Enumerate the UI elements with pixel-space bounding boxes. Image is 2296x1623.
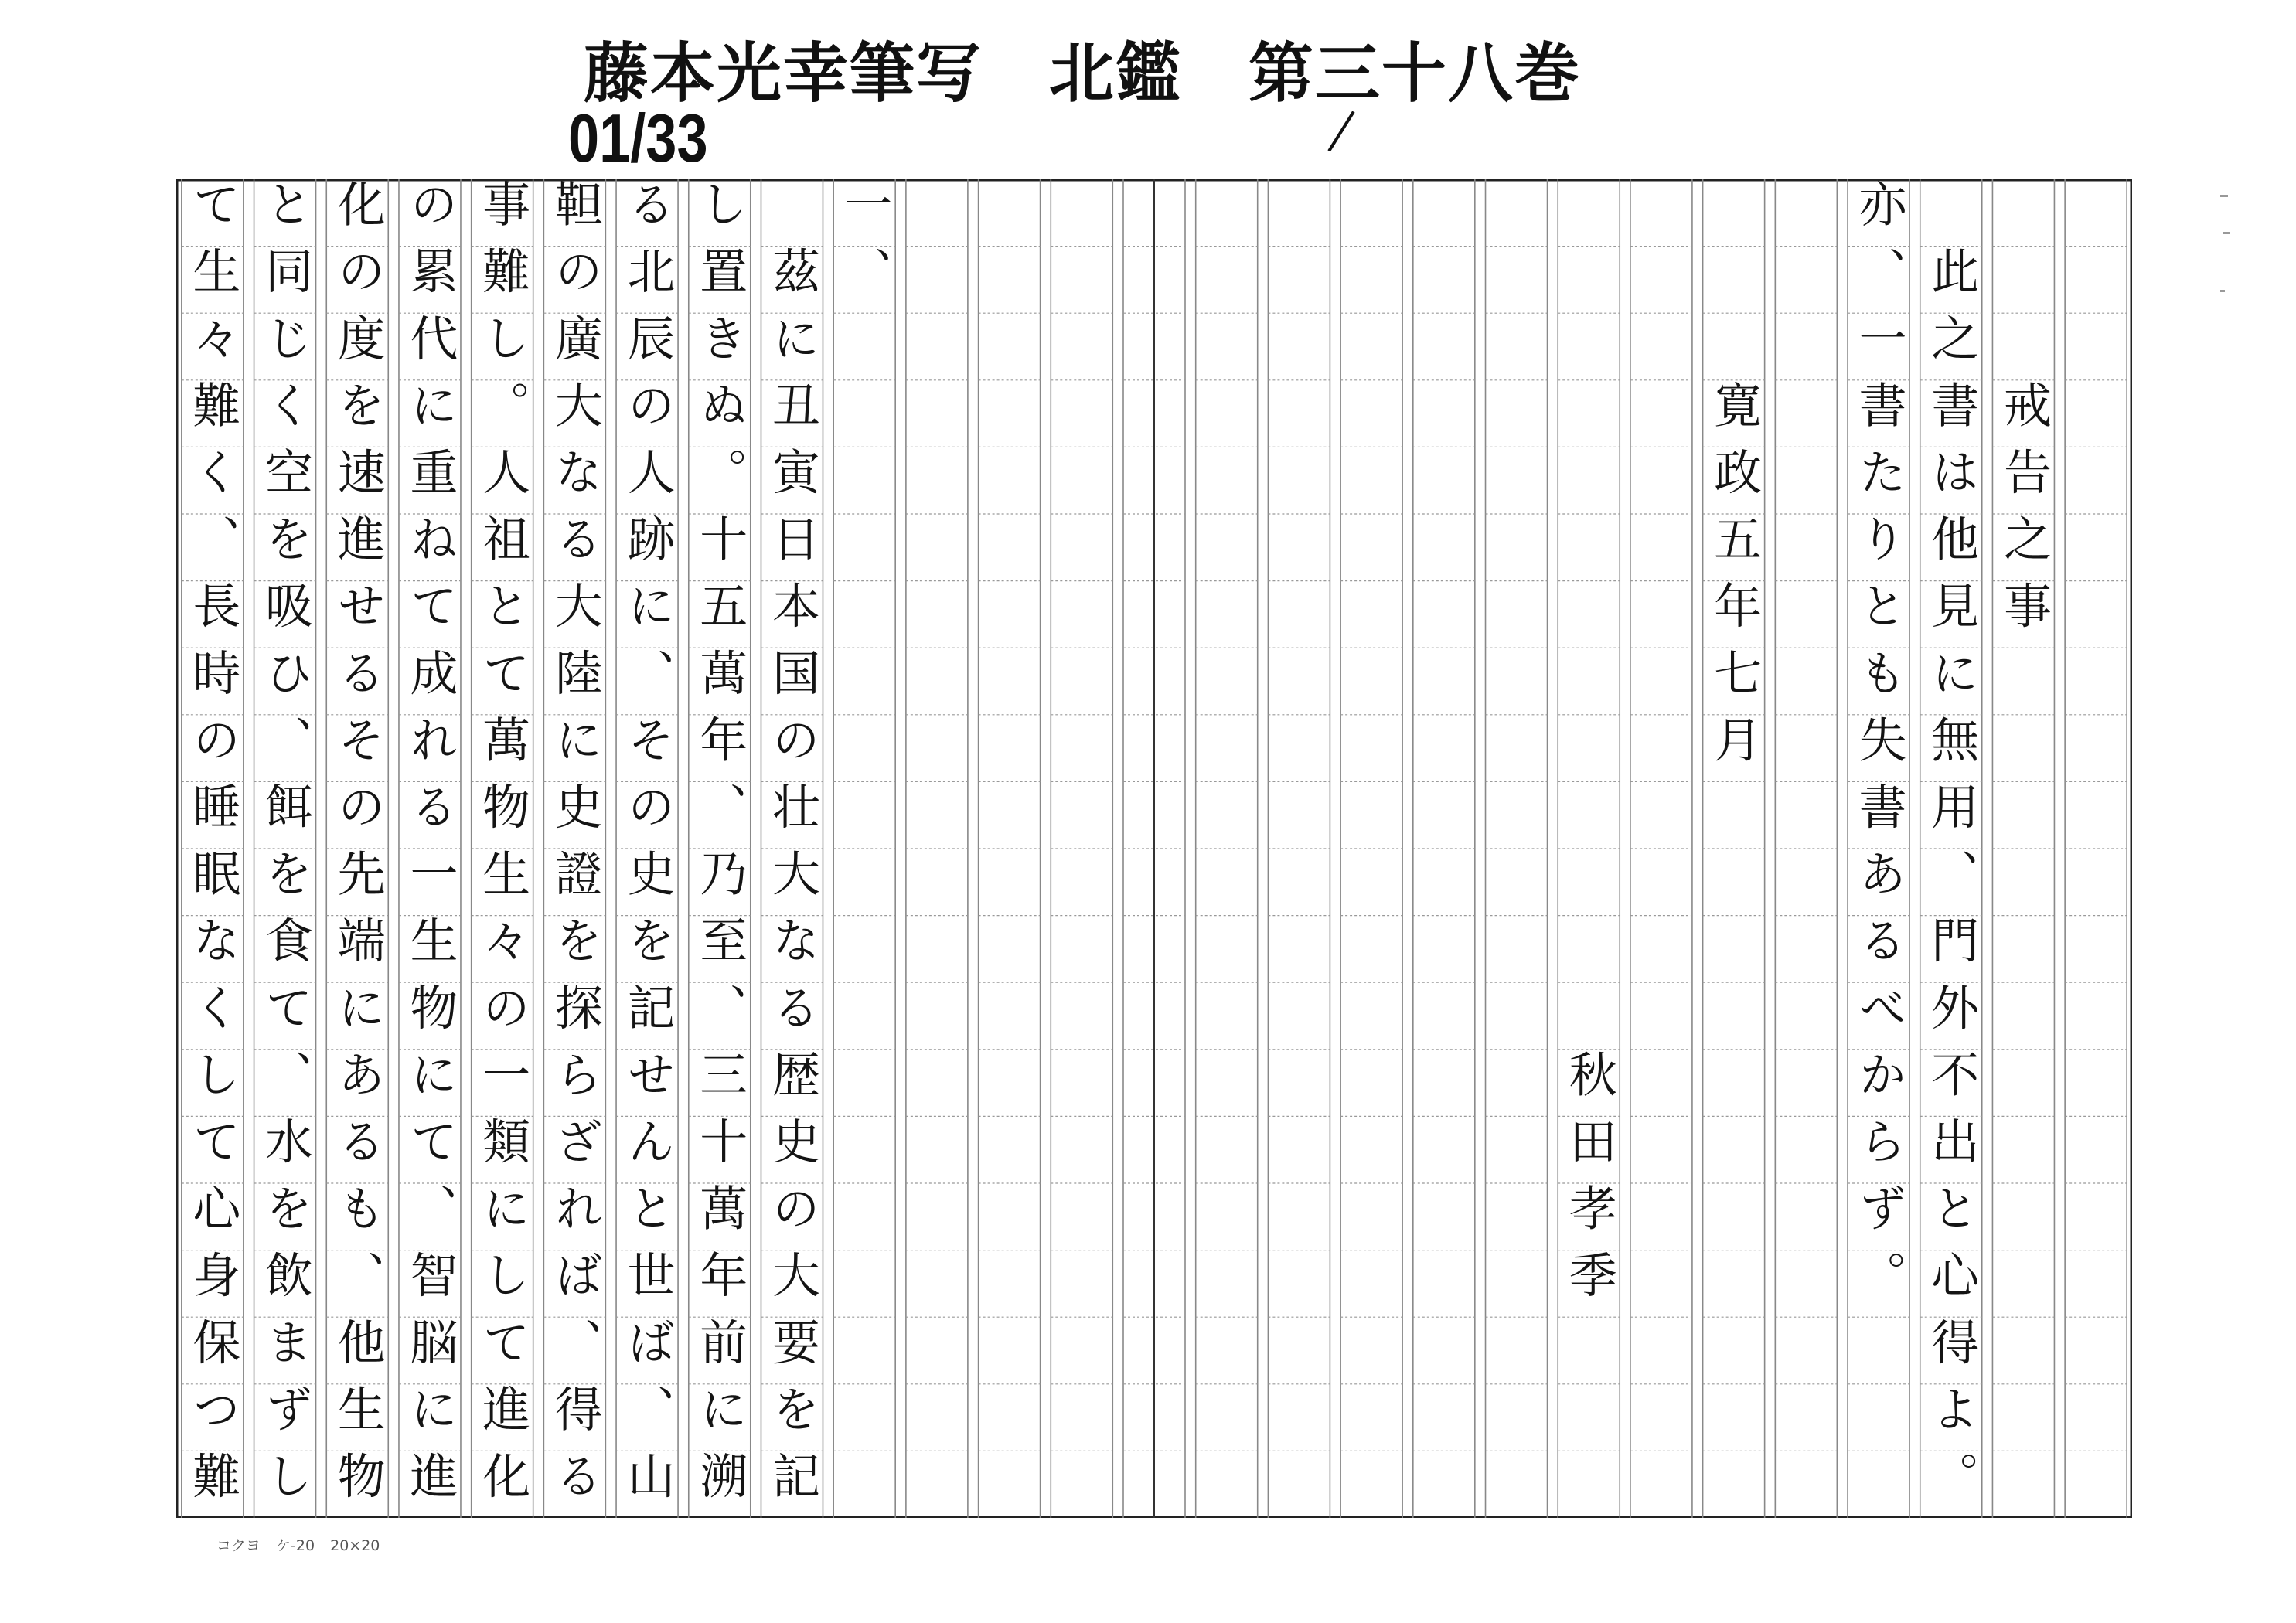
- manuscript-column: し置きぬ。十五萬年、乃至、三十萬年前に溯: [691, 179, 748, 1518]
- manuscript-grid: [176, 179, 2132, 1518]
- manuscript-column: る北辰の人跡に、その史を記せんと世ば、山: [619, 179, 676, 1518]
- document-title: 藤本光幸筆写 北鑑 第三十八巻: [584, 36, 1582, 111]
- grid-column: [1413, 179, 1475, 1518]
- grid-column: [1486, 179, 1548, 1518]
- paper-brand-label: コクヨ ケ-20 20×20: [216, 1537, 380, 1554]
- grid-column: [1340, 179, 1402, 1518]
- manuscript-column: の累代に重ねて成れる一生物にて、智脳に進: [401, 179, 458, 1518]
- grid-column: [1051, 179, 1112, 1518]
- manuscript-column: 靼の廣大なる大陸に史證を探らざれば、得る: [547, 179, 604, 1518]
- page-number: 01/33: [568, 100, 708, 176]
- grid-column: [1630, 179, 1692, 1518]
- grid-column: [1196, 179, 1258, 1518]
- manuscript-column: 事難し。人祖とて萬物生々の一類にして進化: [474, 179, 531, 1518]
- grid-column: [1775, 179, 1837, 1518]
- manuscript-column: 亦、一書たりとも失書あるべからず。: [1851, 179, 1908, 1318]
- manuscript-column: て生々難く、長時の睡眠なくして心身保つ難: [184, 179, 241, 1518]
- manuscript-column: 此之書は他見に無用、門外不出と心得よ。: [1923, 179, 1980, 1518]
- scan-speck: [2220, 290, 2225, 292]
- manuscript-column: 秋田孝季: [1561, 179, 1618, 1318]
- grid-column: [2065, 179, 2127, 1518]
- grid-column: [979, 179, 1041, 1518]
- grid-column: [833, 179, 895, 1518]
- manuscript-column: 一、: [836, 179, 894, 314]
- manuscript-column: 茲に丑寅日本国の壮大なる歴史の大要を記: [764, 179, 821, 1518]
- manuscript-column: 化の度を速進せるその先端にあるも、他生物: [329, 179, 387, 1518]
- pen-mark: [1327, 111, 1354, 151]
- scan-speck: [2220, 195, 2228, 197]
- manuscript-column: 戒告之事: [1995, 179, 2052, 648]
- manuscript-sheet: [176, 179, 2132, 1518]
- scan-speck: [2223, 232, 2230, 234]
- grid-column: [906, 179, 968, 1518]
- manuscript-column: と同じく空を吸ひ、餌を食て、水を飲まずし: [257, 179, 314, 1518]
- grid-column: [1268, 179, 1330, 1518]
- manuscript-column: 寛政五年七月: [1705, 179, 1763, 782]
